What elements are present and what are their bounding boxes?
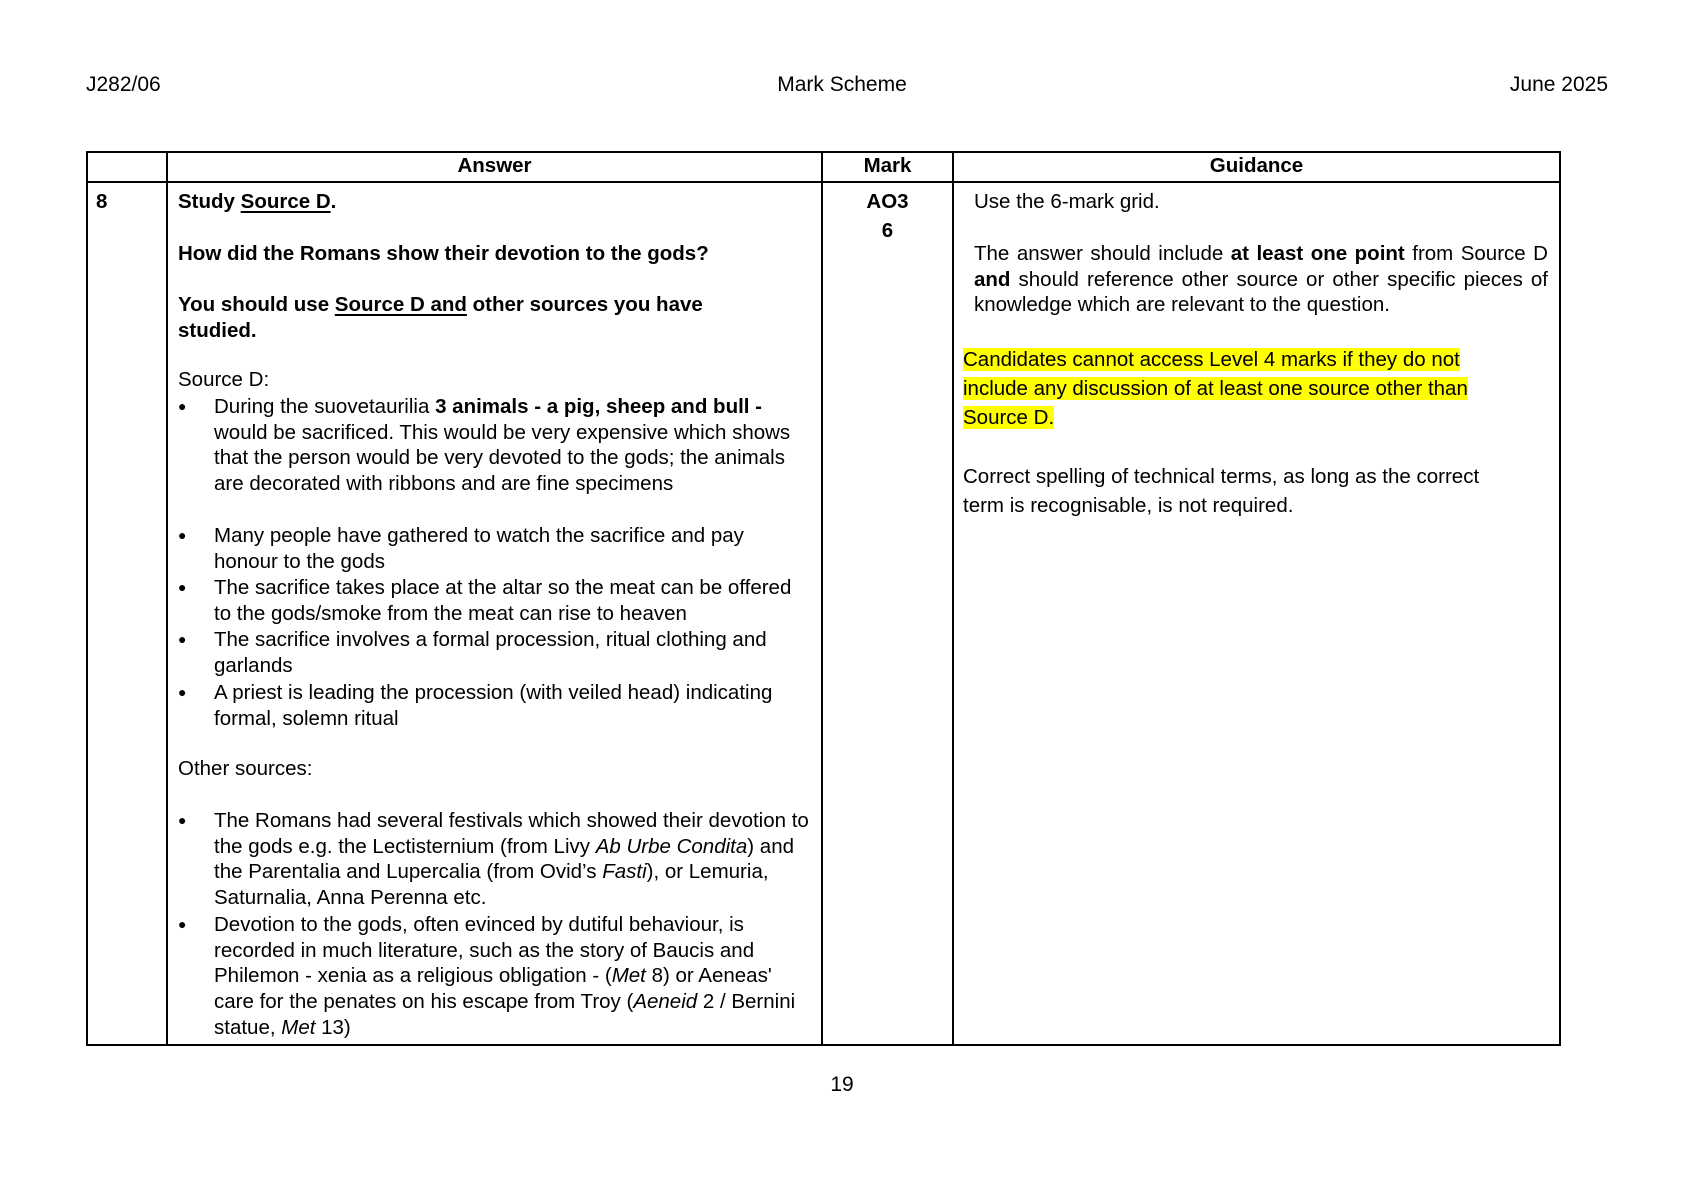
text-segment: 2 / Bernini statue, xyxy=(214,990,796,1039)
header-bottom-border xyxy=(86,181,1561,183)
text-segment: and xyxy=(974,267,1011,291)
other-sources-label: Other sources: xyxy=(178,757,313,780)
guidance-requirement xyxy=(974,241,1548,318)
bullet-icon: ● xyxy=(178,684,187,700)
col-border xyxy=(166,152,168,1046)
spelling-line: Correct spelling of technical terms, as long as the correct xyxy=(963,465,1480,488)
list-item xyxy=(214,627,810,678)
bullet-icon: ● xyxy=(178,916,187,932)
text-segment: Fasti xyxy=(602,860,647,884)
text-segment: Study xyxy=(178,190,241,213)
text-segment: The sacrifice takes place at the altar so the meat can be offered to the gods/smoke from the meat can rise to heaven xyxy=(214,576,792,625)
text-segment: Ab Urbe Condita xyxy=(595,834,748,858)
header-mark: Mark xyxy=(863,154,912,177)
text-segment: 8) or Aeneas' care for the penates on his escape from Troy ( xyxy=(214,964,772,1014)
text-segment: Met xyxy=(281,1015,316,1039)
text-segment: at least one point xyxy=(1230,242,1405,265)
text-segment: ) and the Parentalia and Lupercalia (from Ovid’s xyxy=(214,834,794,884)
text-segment: would be sacrificed. This would be very expensive which shows that the person would be very devoted to the gods; the animals are decorated with ribbons and are fine specimens xyxy=(214,420,791,496)
col-border xyxy=(86,152,88,1046)
bullet-icon: ● xyxy=(178,812,187,828)
source-d-label: Source D: xyxy=(178,368,270,391)
guidance-spelling xyxy=(963,462,1479,520)
text-segment: Source D xyxy=(240,190,331,213)
text-segment: ), or Lemuria, Saturnalia, Anna Perenna etc. xyxy=(214,860,769,910)
list-item xyxy=(214,394,810,497)
text-segment: 13) xyxy=(315,1015,351,1039)
highlighted-line: include any discussion of at least one source other than xyxy=(963,377,1468,400)
page-number: 19 xyxy=(830,1073,854,1096)
text-segment: The Romans had several festivals which showed their devotion to the gods e.g. the Lectisternium (from Livy xyxy=(214,809,809,858)
bullet-icon: ● xyxy=(178,527,187,543)
study-instruction xyxy=(178,189,336,215)
highlighted-line: Candidates cannot access Level 4 marks if they do not xyxy=(963,348,1460,371)
question-text: How did the Romans show their devotion to the gods? xyxy=(178,242,709,265)
text-segment: Many people have gathered to watch the sacrifice and pay honour to the gods xyxy=(214,524,744,573)
header-guidance: Guidance xyxy=(1209,154,1304,177)
text-segment: . xyxy=(330,190,337,213)
header-answer: Answer xyxy=(457,154,532,177)
text-segment: The answer should include xyxy=(974,242,1231,265)
list-item xyxy=(214,912,810,1041)
list-item xyxy=(214,575,810,626)
guidance-grid: Use the 6-mark grid. xyxy=(974,190,1160,213)
text-segment: other sources you have studied. xyxy=(178,293,703,342)
text-segment: from Source D xyxy=(1404,242,1548,265)
list-item xyxy=(214,523,810,574)
text-segment: Aeneid xyxy=(633,990,698,1014)
assessment-objective: AO3 xyxy=(866,190,909,213)
bullet-icon: ● xyxy=(178,631,187,647)
bullet-icon: ● xyxy=(178,579,187,595)
text-segment: The sacrifice involves a formal procession, ritual clothing and garlands xyxy=(214,628,767,677)
text-segment: should reference other source or other specific pieces of knowledge which are relevant to the question. xyxy=(974,267,1548,317)
text-segment: Met xyxy=(611,964,646,988)
col-border xyxy=(952,152,954,1046)
table-bottom-border xyxy=(86,1044,1561,1046)
text-segment: You should use xyxy=(178,293,335,316)
text-segment: 3 animals - a pig, sheep and bull - xyxy=(435,395,763,418)
col-border xyxy=(821,152,823,1046)
text-segment: Source D and xyxy=(334,293,467,316)
guidance-warning xyxy=(963,345,1468,432)
col-border xyxy=(1559,152,1561,1046)
bullet-icon: ● xyxy=(178,398,187,414)
doc-title: Mark Scheme xyxy=(777,73,907,96)
highlighted-line: Source D. xyxy=(963,406,1055,429)
text-segment: Devotion to the gods, often evinced by dutiful behaviour, is recorded in much literature, such as the story of Baucis and Philemon - xenia as a religious obligation - ( xyxy=(214,913,755,988)
text-segment: During the suovetaurilia xyxy=(214,395,436,418)
text-segment: A priest is leading the procession (with veiled head) indicating formal, solemn ritual xyxy=(214,681,773,730)
source-instruction xyxy=(178,292,758,343)
list-item xyxy=(214,680,810,731)
spelling-line: term is recognisable, is not required. xyxy=(963,494,1294,517)
list-item xyxy=(214,808,810,911)
question-number: 8 xyxy=(96,190,108,213)
doc-code: J282/06 xyxy=(86,73,161,96)
doc-date: June 2025 xyxy=(1509,73,1608,96)
mark-value: 6 xyxy=(881,219,894,242)
